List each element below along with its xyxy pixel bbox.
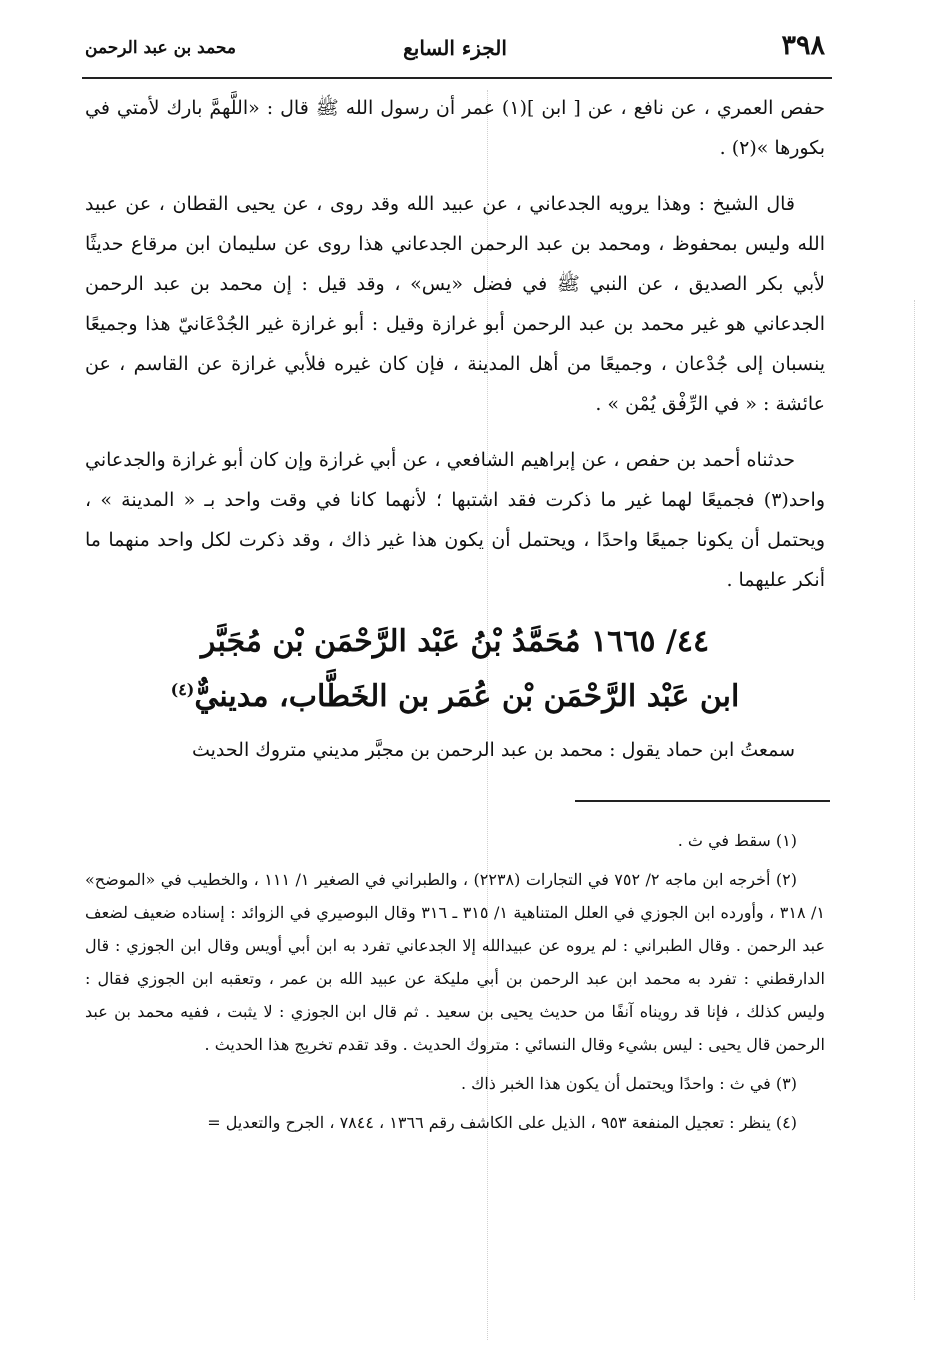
footnotes bbox=[85, 824, 825, 1145]
page-number: ٣٩٨ bbox=[781, 30, 825, 61]
footnote-separator bbox=[575, 800, 830, 802]
entry-body: سمعتُ ابن حماد يقول : محمد بن عبد الرحمن بن مجبَّر مديني متروك الحديث bbox=[191, 739, 795, 761]
running-head: محمد بن عبد الرحمن bbox=[85, 38, 237, 58]
paragraph: قال الشيخ : وهذا يرويه الجدعاني ، عن عبيد الله وقد روى ، عن يحيى القطان ، عن عبيد الله وليس بمحفوظ ، ومحمد بن عبد الرحمن الجدعاني هذا روى عن سليمان ابن مرقاع حديثًا لأبي بكر الصديق ، عن النبي ﷺ في فضل «يس» ، وقد قيل : إن محمد بن عبد الرحمن الجدعاني هو غير محمد بن عبد الرحمن أبو غرازة وقيل : أبو غرازة غير الجُدْعَانيّ هذا وجميعًا ينسبان إلى جُدْعان ، وجميعًا من أهل المدينة ، فإن كان غيره فلأبي غرازة عن القاسم ، عن عائشة : « في الرِّفْق يُمْن » . bbox=[85, 193, 825, 415]
main-text bbox=[85, 88, 825, 616]
footnote: (٢) أخرجه ابن ماجه ٢/ ٧٥٢ في التجارات (٢٢٣٨) ، والطبراني في الصغير ١/ ١١١ ، والخطيب في «الموضح» ١/ ٣١٨ ، وأورده ابن الجوزي في العلل المتناهية ١/ ٣١٥ ـ ٣١٦ وقال البوصيري في الزوائد : إسناده ضعيف لضعف عبد الرحمن . وقال الطبراني : لم يروه عن عبيدالله إلا الجدعاني تفرد به ابن أبي أويس وقال ابن الجوزي : قال الدارقطني : تفرد به محمد ابن عبد الرحمن بن أبي مليكة عن عبيد الله بن عمر ، وتعقبه ابن الجوزي فقال : وليس كذلك ، فإنا قد رويناه آنفًا من حديث يحيى بن سعيد . ثم قال ابن الجوزي : لا يثبت ، ففيه محمد بن عبد الرحمن قال يحيى : ليس بشيء وقال النسائي : متروك الحديث . وقد تقدم تخريج هذا الحديث . bbox=[85, 870, 825, 1054]
footnote: (٣) في ث : واحدًا ويحتمل أن يكون هذا الخبر ذاك . bbox=[460, 1074, 797, 1093]
header-rule bbox=[82, 77, 832, 79]
entry-heading bbox=[85, 618, 825, 721]
volume-title: الجزء السابع bbox=[403, 36, 507, 60]
entry-title-line1: ٤٤/ ١٦٦٥ مُحَمَّدُ بْنُ عَبْد الرَّحْمَن بْن مُجَبَّر bbox=[200, 624, 710, 659]
entry-title-line2: ابن عَبْد الرَّحْمَن بْن عُمَر بن الخَطَّاب، مدينيٌّ bbox=[194, 679, 740, 714]
paragraph: حفص العمري ، عن نافع ، عن [ ابن ](١) عمر أن رسول الله ﷺ قال : «اللَّهمَّ بارك لأمتي في بكورها »(٢) . bbox=[85, 97, 826, 159]
footnote: (١) سقط في ث . bbox=[677, 831, 797, 850]
page-header bbox=[75, 30, 835, 72]
footnote-ref: (٤) bbox=[170, 680, 195, 699]
scan-mark bbox=[914, 300, 916, 1300]
paragraph: حدثناه أحمد بن حفص ، عن إبراهيم الشافعي ، عن أبي غرازة وإن كان أبو غرازة والجدعاني واحد(٣) فجميعًا لهما غير ما ذكرت فقد اشتبها ؛ لأنهما كانا في وقت واحد بـ « المدينة » ، ويحتمل أن يكونا جميعًا واحدًا ، ويحتمل أن يكون هذا غير ذاك ، وقد ذكرت لكل واحد منهما ما أنكر عليهما . bbox=[85, 449, 825, 591]
footnote: (٤) ينظر : تعجيل المنفعة ٩٥٣ ، الذيل على الكاشف رقم ١٣٦٦ ، ٧٨٤٤ ، الجرح والتعديل = bbox=[207, 1113, 797, 1132]
